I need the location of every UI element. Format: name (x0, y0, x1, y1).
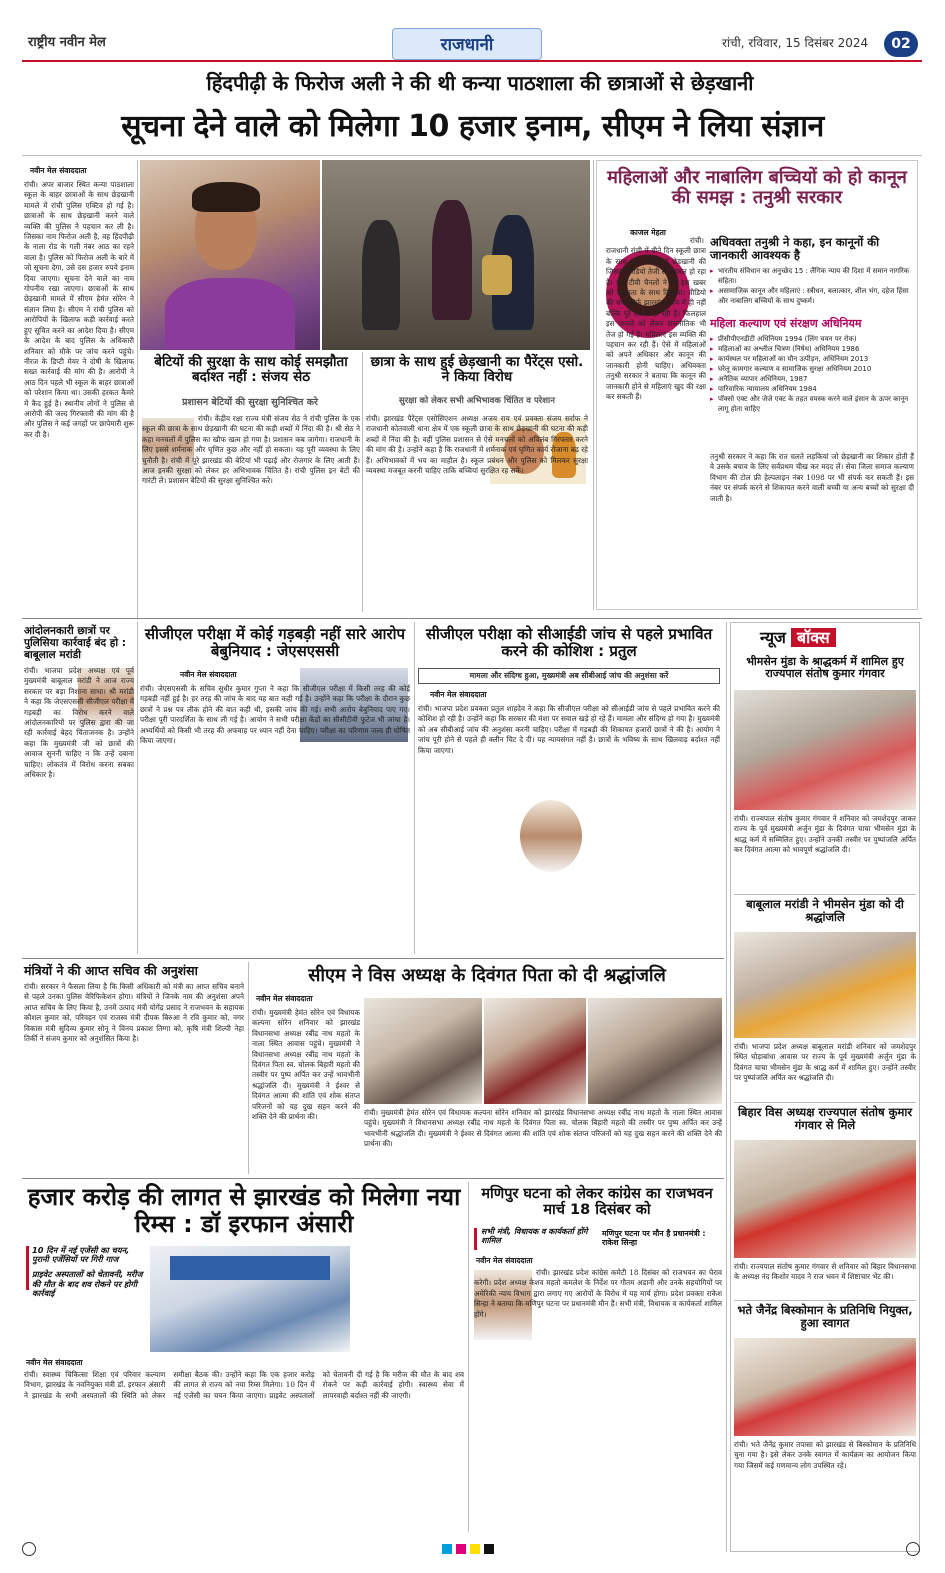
news1-headline: भीमसेन मुंडा के श्राद्धकर्म में शामिल हुए राज्यपाल संतोष कुमार गंगवार (746, 655, 904, 681)
parents-body: रांची। झारखंड पैरेंट्स एसोसिएशन अध्यक्ष अजय राय एवं प्रवक्ता संजय सर्राफ ने राजधानी कोतवाली थाना क्षेत्र में एक स्कूली छात्रा के साथ छेड़खानी की घटना की कड़ी शब्दों में निंदा की है। वहीं पुलिस प्रशासन से ऐसे मनचलों को अविलंब गिरफ्तार करने की मांग की है। उन्होंने कहा है कि राजधानी में शर्मनाक एवं घृणित कार्य रोजाना बढ़ रहे हैं। अभिभावकों में भय का माहौल है। स्कूल प्रबंधन और पुलिस को मिलकर सुरक्षा व्यवस्था मजबूत करनी चाहिए ताकि बच्चियां सुरक्षित रह सकें। (366, 414, 588, 476)
cgl-right-byline: नवीन मेल संवाददाता (430, 690, 487, 699)
act-item: ▸ अनैतिक व्यापार अधिनियम, 1987 (710, 374, 914, 384)
cm-photo-1 (364, 998, 482, 1104)
rims-points (26, 1246, 146, 1298)
cgl-left-body: रांची। जेएसएससी के सचिव सुधीर कुमार गुप्ता ने कहा कि सीजीएल परीक्षा में किसी तरह की कोई गड़बड़ी नहीं हुई है। हर तरह की जांच के बाद यह बात कही गई है। उन्होंने कहा कि परीक्षा के दौरान कुछ छात्रों ने प्रश्न पत्र लीक होने की बात कही थी, इसकी जांच की गई। सभी आरोप बेबुनियाद पाए गए। परीक्षा पूरी पारदर्शिता के साथ ली गई है। आयोग ने सभी परीक्षा केंद्रों का सीसीटीवी फुटेज भी जांचा है। अभ्यर्थियों को किसी भी तरह की अफवाह पर ध्यान नहीं देना चाहिए। परीक्षा का परिणाम जल्द ही घोषित किया जाएगा। (140, 684, 410, 746)
person-shape (432, 200, 472, 320)
act-item: ▸ घरेलू कामगार कल्याण व सामाजिक सुरक्षा अधिनियम 2010 (710, 364, 914, 374)
sanjay-body: रांची। केंद्रीय रक्षा राज्य मंत्री संजय सेठ ने रांची पुलिस के एक स्कूल की छात्रा के साथ छेड़खानी की घटना की कड़ी शब्दों में निंदा की है। श्री सेठ ने कहा मनचलों में पुलिस का खौफ खत्म हो गया है। प्रशासन कब जागेगा। राजधानी के लिए इससे शर्मनाक और घृणित कुछ और नहीं हो सकता। यह पूरी व्यवस्था के लिए चुनौती है। रांची में पूरे झारखंड की बेटियां भी पढ़ाई और रोजगार के लिए आती हैं। आज इनकी सुरक्षा को लेकर हर अभिभावक चिंतित है। रांची पुलिस इन बेटों की गारंटी ले। प्रशासन बेटियों की सुरक्षा सुनिश्चित करे। (142, 414, 360, 486)
act-title: महिला कल्याण एवं संरक्षण अधिनियम (710, 317, 862, 330)
news-box-header (760, 628, 890, 650)
act-item: ▸ पारिवारिक न्यायालय अधिनियम 1984 (710, 384, 914, 394)
law-point: ▸ असामाजिक कानून और महिलाएं : स्त्रीधन, बलात्कार, शील भंग, दहेज हिंसा और नाबालिग बच्चियों के साथ दुष्कर्म। (710, 286, 914, 306)
section-label: राजधानी (440, 35, 494, 55)
news1-photo (734, 690, 916, 810)
color-bar (442, 1544, 452, 1554)
cm-photo-2 (484, 998, 586, 1104)
sanjay-headline: बेटियों की सुरक्षा के साथ कोई समझौता बर्दाश्त नहीं : संजय सेठ (154, 354, 348, 386)
act-item: ▸ प्रीसीपीएनडीटी अधिनियम 1994 (लिंग चयन पर रोक) (710, 334, 914, 344)
masthead (22, 28, 922, 62)
cm-photo-3 (588, 998, 722, 1104)
color-bar (470, 1544, 480, 1554)
law-point: ▸ भारतीय संविधान का अनुच्छेद 15 : लैंगिक न्याय की दिशा में समान नागरिक संहिता। (710, 266, 914, 286)
divider (593, 160, 594, 610)
divider (734, 1300, 916, 1301)
rims-body: रांची। स्वास्थ्य चिकित्सा शिक्षा एवं परिवार कल्याण विभाग, झारखंड के नवनियुक्त मंत्री डॉ. इरफान अंसारी ने झारखंड के सभी अस्पतालों की स्थिति को लेकर समीक्षा बैठक की। उन्होंने कहा कि एक हजार करोड़ की लागत से राज्य को नया रिम्स मिलेगा। 10 दिन में नई एजेंसी का चयन किया जाएगा। प्राइवेट अस्पतालों को चेतावनी दी गई है कि मरीज की मौत के बाद शव रोकने पर कड़ी कार्रवाई होगी। स्वास्थ्य सेवा में लापरवाही बर्दाश्त नहीं की जाएगी। (24, 1370, 464, 1400)
agitation-body: रांची। भाजपा प्रदेश अध्यक्ष एवं पूर्व मुख्यमंत्री बाबूलाल मरांडी ने आज राज्य सरकार पर बड़ा निशाना साधा। श्री मरांडी ने कहा कि जेएसएससी सीजीएल परीक्षा में गड़बड़ी का विरोध करने वाले आंदोलनकारियों पर पुलिस द्वारा की जा रही कार्रवाई बेहद चिंताजनक है। उन्होंने कहा कि मुख्यमंत्री जी को छात्रों की आवाज सुननी चाहिए न कि उन्हें दबाना चाहिए। लोकतंत्र में विरोध करना सबका अधिकार है। (24, 666, 134, 780)
ministers-headline: मंत्रियों ने की आप्त सचिव की अनुशंसा (24, 963, 198, 978)
news-label-left: न्यूज (760, 628, 786, 647)
manipur-byline: नवीन मेल संवाददाता (476, 1256, 533, 1265)
cgl-right-headline: सीजीएल परीक्षा को सीआईडी जांच से पहले प्रभावित करने की कोशिश : प्रतुल (425, 625, 713, 660)
act-item: ▸ पॉक्सो एक्ट और जेजे एक्ट के तहत वयस्क करने वाले इंसान के ऊपर कानून लागू होता चाहिए (710, 394, 914, 414)
parents-headline: छात्रा के साथ हुई छेड़खानी का पैरेंट्स एसो. ने किया विरोध (370, 354, 584, 386)
women-headline: महिलाओं और नाबालिग बच्चियों को हो कानून की समझ : तनुश्री सरकार (607, 167, 907, 209)
cm-headline: सीएम ने विस अध्यक्ष के दिवंगत पिता को दी श्रद्धांजलि (308, 965, 666, 986)
divider (22, 618, 922, 619)
divider (468, 1182, 469, 1532)
backpack-shape (482, 255, 512, 295)
manipur-tag: सभी मंत्री, विधायक व कार्यकर्ता होंगे शामिल (481, 1227, 588, 1245)
divider (137, 160, 138, 620)
divider (734, 1102, 916, 1103)
news4-headline: भते जैनेंद्र बिस्कोमान के प्रतिनिधि नियुक्त, हुआ स्वागत (737, 1303, 913, 1330)
rims-byline: नवीन मेल संवाददाता (26, 1358, 83, 1367)
parents-sub: सुरक्षा को लेकर सभी अभिभावक चिंतित व परेशान (399, 396, 555, 406)
cgl-left-headline: सीजीएल परीक्षा में कोई गड़बड़ी नहीं सारे आरोप बेबुनियाद : जेएसएससी (144, 625, 406, 660)
registration-mark-icon (906, 1542, 920, 1556)
women-body: रांची। राजधानी रांची में बीते दिन स्कूली छात्रा के साथ एक व्यक्ति ने छेड़खानी की जिसका वीडियो तेजी से वायरल हो रहा है। कई टीवी चैनलों ने भी इस खबर को प्रमुखता के साथ दिखाया। वीडियो की चर्चा सिर्फ झारखंड राज्य में ही नहीं बल्कि पूरे देश में हो रही है। फिलहाल इस मामले को लेकर राजनीतिक भी तेज हो गई है। महिलाएं इस व्यक्ति की पहचान कर रही हैं। ऐसे में महिलाओं को अपने अधिकार और कानून की जानकारी होनी चाहिए। अधिवक्ता तनुश्री सरकार ने बताया कि कानून की जानकारी होने से महिलाएं खुद की रक्षा कर सकती हैं। (606, 236, 706, 402)
color-bar (484, 1544, 494, 1554)
lead-byline: नवीन मेल संवाददाता (30, 166, 87, 175)
ministers-body: रांची। सरकार ने फैसला लिया है कि किसी अधिकारी को मंत्री का आप्त सचिव बनाने से पहले उनका पुलिस वेरिफिकेशन होगा। मंत्रियों ने जिनके नाम की अनुशंसा अपने आप्त सचिव के लिए किया है, उनमें उत्पाद मंत्री योगेंद्र प्रसाद ने राजभवन के सहायक कौशल कुमार को, परिवहन एवं राजस्व मंत्री दीपक बिरुआ ने रवि कुमार को, नगर विकास मंत्री सुदिव्य कुमार सोनू ने विनय प्रकाश तिग्गा को, कृषि मंत्री शिल्पी नेहा तिर्की ने संजय कुमार को अनुशंसित किया है। (24, 982, 244, 1044)
paper-name: राष्ट्रीय नवीन मेल (28, 35, 106, 50)
rims-point-1: 10 दिन में नई एजेंसी का चयन, पुरानी एजेंसियों पर गिरी गाज (32, 1245, 130, 1265)
registration-mark-icon (22, 1542, 36, 1556)
cctv-photo (322, 160, 590, 350)
cm-byline: नवीन मेल संवाददाता (256, 994, 313, 1003)
news2-body: रांची। भाजपा प्रदेश अध्यक्ष बाबूलाल मरांडी शनिवार को जमशेदपुर स्थित घोड़ाबांधा आवास पर राज्य के पूर्व मुख्यमंत्री अर्जुन मुंडा के दिवंगत चाचा भीमसेन मुंडा के श्राद्ध कर्म में शामिल हुए। उन्होंने तस्वीर पर पुष्पांजलि अर्पित कर श्रद्धांजलि दी। (734, 1042, 916, 1083)
cm-body-cont: रांची। मुख्यमंत्री हेमंत सोरेन एवं विधायक कल्पना सोरेन शनिवार को झारखंड विधानसभा अध्यक्ष रबींद्र नाथ महतो के नाला स्थित आवास पहुंचे। मुख्यमंत्री ने विधानसभा अध्यक्ष रबींद्र नाथ महतो के दिवंगत पिता स्व. चोलक बिहारी महतो की तस्वीर पर पुष्प अर्पित कर उन्हें भावभीनी श्रद्धांजलि दी। मुख्यमंत्री ने ईश्वर से दिवंगत आत्मा की शांति एवं शोक संतप्त परिजनों को यह दुख सहन करने की शक्ति देने की प्रार्थना की। (364, 1108, 722, 1149)
lead-kicker: हिंदपीढ़ी के फिरोज अली ने की थी कन्या पाठशाला की छात्राओं से छेड़खानी (206, 71, 754, 95)
hair-shape (192, 182, 260, 212)
law-subheadline: अधिवक्ता तनुश्री ने कहा, इन कानूनों की जानकारी आवश्यक है (710, 235, 880, 262)
date-line: रांची, रविवार, 15 दिसंबर 2024 (722, 36, 869, 50)
person-shape (362, 220, 400, 330)
point-marker (26, 1246, 29, 1290)
manipur-side-tag: मणिपुर घटना पर मौन है प्रधानमंत्री : राकेश सिन्हा (602, 1229, 706, 1247)
divider (734, 894, 916, 895)
manipur-tag-box (474, 1228, 594, 1250)
cm-body: रांची। मुख्यमंत्री हेमंत सोरेन एवं विधायक कल्पना सोरेन शनिवार को झारखंड विधानसभा अध्यक्ष रबींद्र नाथ महतो के नाला स्थित आवास पहुंचे। मुख्यमंत्री ने विधानसभा अध्यक्ष रबींद्र नाथ महतो के दिवंगत पिता स्व. चोलक बिहारी महतो की तस्वीर पर पुष्प अर्पित कर उन्हें भावभीनी श्रद्धांजलि दी। मुख्यमंत्री ने ईश्वर से दिवंगत आत्मा की शांति एवं शोक संतप्त परिजनों को यह दुख सहन करने की शक्ति देने की प्रार्थना की। (252, 1008, 360, 1122)
acts-list (710, 334, 914, 414)
cgl-right-sub-box (418, 668, 720, 684)
lead-body: रांची। अपर बाजार स्थित कन्या पाठशाला स्कूल के बाहर छात्राओं के साथ छेड़खानी मामले में रांची पुलिस एक्टिव हो गई है। छात्राओं के साथ छेड़खानी करने वाले व्यक्ति की पुलिस ने पहचान कर ली है। जिसका नाम फिरोज अली है, वह हिंदपीढ़ी के नाला रोड के गली नंबर आठ का रहने वाला है। पुलिस को फिरोज अली के बारे में जो सूचना देगा, उसे दस हजार रुपये इनाम दिया जाएगा। सूचना देने वाले का नाम गोपनीय रखा जाएगा। छात्राओं के साथ छेड़खानी मामले में सीएम हेमंत सोरेन ने संज्ञान लिया है। सीएम ने रांची पुलिस को आरोपियों के खिलाफ कड़ी कार्रवाई करते हुए सूचित करने का आदेश दिया है। सीएम के आदेश के बाद पुलिस के अधिकारी शनिवार को मौके पर जांच करने पहुंचे। नीरज के डिप्टी मेयर ने दोषी के खिलाफ सख्त कार्रवाई की मांग की है। आरोपी ने आठ दिन पहले भी स्कूल के बाहर छात्राओं को परेशान किया था। उसकी हरकत कैमरे में कैद हुई है। स्थानीय लोगों ने पुलिस से आरोपी की जल्द गिरफ्तारी की मांग की है और पुलिस ने कई जगहों पर छापेमारी शुरू कर दी है। (24, 180, 134, 439)
cgl-left-byline: नवीन मेल संवाददाता (180, 670, 237, 679)
page-number: 02 (891, 36, 911, 52)
women-body2: तनुश्री सरकार ने कहा कि रात चलते लड़कियां जो छेड़खानी का शिकार होती हैं वे उसके बचाव के लिए सर्वप्रथम चीख कर मदद लें। सेवा जिला समाज कल्याण विभाग की टोल फ्री हेल्पलाइन नंबर 1098 पर भी संपर्क कर सकती हैं। इस नंबर पर संपर्क करने से शिकायत करने वाली बच्ची या अन्य बच्चों को सुरक्षा दी जाती है। (710, 452, 914, 503)
news-label-right: बॉक्स (791, 628, 836, 647)
color-bar (456, 1544, 466, 1554)
news4-body: रांची। भते जैनेंद्र कुमार तपासा को झारखंड से बिस्कोमान के प्रतिनिधि चुना गया है। इसे लेकर उनके स्वागत में कार्यक्रम का आयोजन किया गया जिसमें कई गणमान्य लोग उपस्थित रहे। (734, 1440, 916, 1470)
agitation-headline: आंदोलनकारी छात्रों पर पुलिसिया कार्रवाई बंद हो : बाबूलाल मरांडी (24, 625, 126, 661)
news3-body: रांची। राज्यपाल संतोष कुमार गंगवार से शनिवार को बिहार विधानसभा के अध्यक्ष नंद किशोर यादव ने राज भवन में शिष्टाचार भेंट की। (734, 1262, 916, 1282)
divider (414, 622, 415, 954)
banner-shape (170, 1256, 330, 1280)
divider (22, 155, 922, 156)
divider (362, 352, 363, 612)
divider (22, 1178, 724, 1179)
cgl-right-body: रांची। भाजपा प्रदेश प्रवक्ता प्रतुल शाहदेव ने कहा कि सीजीएल परीक्षा को सीआईडी जांच से पहले प्रभावित करने की कोशिश हो रही है। उन्होंने कहा कि सरकार की मंशा पर सवाल खड़े हो रहे हैं। मामला और संदिग्ध हो गया है। मुख्यमंत्री को अब सीबीआई जांच की अनुशंसा करनी चाहिए। परीक्षा में गड़बड़ी की शिकायत हजारों छात्रों ने की है। आयोग ने जांच पूरी होने से पहले ही क्लीन चिट दे दी। यह न्यायसंगत नहीं है। छात्रों के भविष्य के साथ खिलवाड़ बर्दाश्त नहीं किया जाएगा। (418, 704, 720, 755)
act-item: ▸ कार्यस्थल पर महिलाओं का यौन उत्पीड़न, अधिनियम 2013 (710, 354, 914, 364)
sanjay-sub: प्रशासन बेटियों की सुरक्षा सुनिश्चित करे (182, 397, 318, 408)
news3-photo (734, 1140, 916, 1258)
news2-photo (734, 932, 916, 1038)
footer-strip (22, 1542, 922, 1558)
manipur-body: रांची। झारखंड प्रदेश कांग्रेस कमेटी 18 दिसंबर को राजभवन का घेराव करेगी। प्रदेश अध्यक्ष केशव महतो कमलेश के निर्देश पर गौतम अडानी और उनके सहयोगियों पर अमेरिकी न्याय विभाग द्वारा लगाए गए आरोपों के विरोध में यह मार्च होगा। प्रदेश प्रवक्ता राकेश सिन्हा ने बताया कि मणिपुर घटना पर प्रधानमंत्री मौन हैं। सभी मंत्री, विधायक व कार्यकर्ता शामिल होंगे। (474, 1268, 722, 1319)
divider (137, 622, 138, 954)
manipur-headline: मणिपुर घटना को लेकर कांग्रेस का राजभवन मार्च 18 दिसंबर को (481, 1186, 713, 1219)
news1-body: रांची। राज्यपाल संतोष कुमार गंगवार ने शनिवार को जमशेदपुर जाकर राज्य के पूर्व मुख्यमंत्री अर्जुन मुंडा के दिवंगत चाचा भीमसेन मुंडा के श्राद्ध कर्म में सम्मिलित हुए। उन्होंने उनकी तस्वीर पर पुष्पांजलि अर्पित कर दिवंगत आत्मा को भावपूर्ण श्रद्धांजलि दी। (734, 814, 916, 855)
women-byline: काजल मेहता (630, 228, 666, 237)
accused-photo (140, 160, 320, 350)
divider (248, 962, 249, 1174)
rims-point-2: प्राइवेट अस्पतालों को चेतावनी, मरीज की मौत के बाद शव रोकने पर होगी कार्रवाई (32, 1269, 143, 1298)
news2-headline: बाबूलाल मरांडी ने भीमसेन मुंडा को दी श्रद्धांजलि (746, 897, 904, 924)
lead-headline: सूचना देने वाले को मिलेगा 10 हजार इनाम, सीएम ने लिया संज्ञान (121, 109, 824, 144)
news3-headline: बिहार विस अध्यक्ष राज्यपाल संतोष कुमार गंगवार से मिले (737, 1105, 913, 1132)
act-item: ▸ महिलाओं का अश्लील चित्रण (निषेध) अधिनियम 1986 (710, 344, 914, 354)
divider (726, 622, 727, 1552)
rims-headline: हजार करोड़ की लागत से झारखंड को मिलेगा नया रिम्स : डॉ इरफान अंसारी (27, 1183, 461, 1238)
shirt-shape (165, 278, 295, 350)
cgl-right-sub: मामला और संदिग्ध हुआ, मुख्यमंत्री अब सीबीआई जांच की अनुशंसा करें (469, 671, 669, 680)
rims-photo (150, 1246, 350, 1352)
section-tab (392, 28, 542, 60)
divider (22, 958, 724, 959)
law-points (710, 266, 914, 306)
news4-photo (734, 1338, 916, 1436)
page-number-badge (884, 31, 918, 57)
